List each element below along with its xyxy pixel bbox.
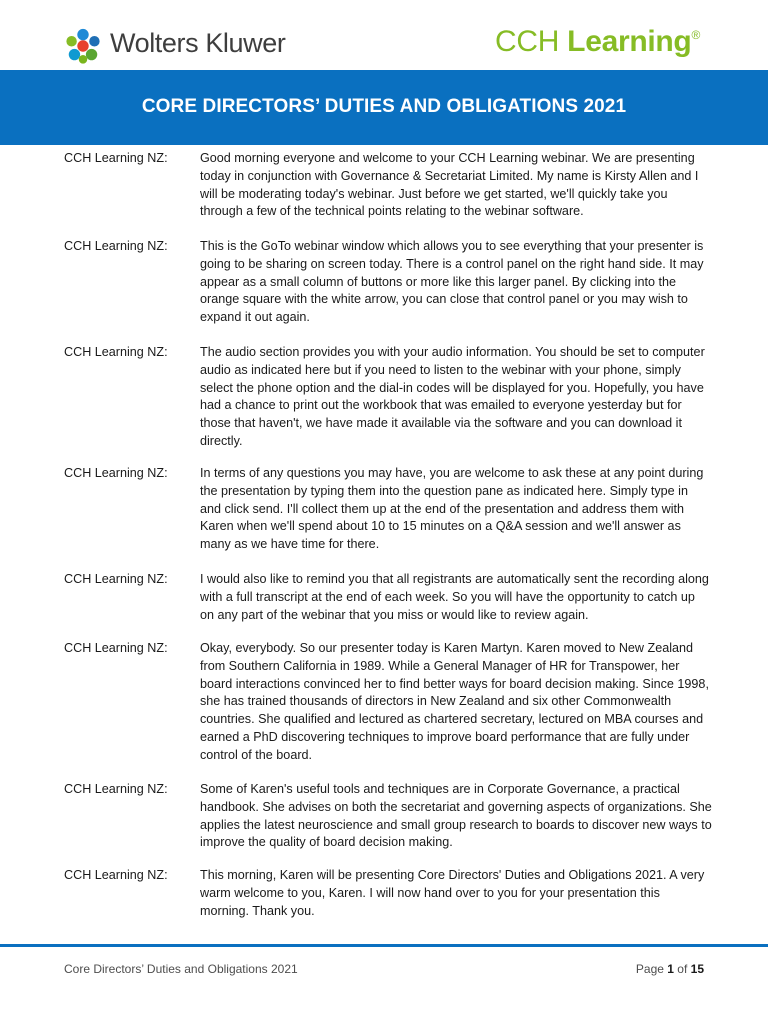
footer-divider xyxy=(0,944,768,947)
cch-learning-brand xyxy=(495,25,700,59)
wolters-kluwer-logo-icon xyxy=(64,27,102,65)
transcript-text: Some of Karen's useful tools and techniques are in Corporate Governance, a practical handbook. She advises on both the secretariat and governing aspects of organizations. She applies the latest neuroscience and small group research to boards to discover new ways to improve the quality of board decision making. xyxy=(200,782,712,850)
title-banner xyxy=(0,70,768,145)
transcript-text: In terms of any questions you may have, you are welcome to ask these at any point during the presentation by typing them into the question pane as indicated here. Simply type in and click send. I'll collect them up at the end of the presentation and address them with Karen when we'll spend about 10 to 15 minutes on a Q&A session and we'll answer as many as we have time for there. xyxy=(200,466,704,552)
registered-mark: ® xyxy=(691,28,700,42)
page-total: 15 xyxy=(690,962,704,976)
transcript-text: Good morning everyone and welcome to your CCH Learning webinar. We are presenting today in conjunction with Governance & Secretariat Limited. My name is Kirsty Allen and I will be moderating today's webinar. Just before we get started, we'll quickly take you through a few of the technical points relating to the webinar software. xyxy=(200,151,699,219)
page-of: of xyxy=(673,962,691,976)
transcript-text: Okay, everybody. So our presenter today is Karen Martyn. Karen moved to New Zealand from Southern California in 1989. While a General Manager of HR for Transpower, her board interactions convinced her to find better ways for board decision making. Since 1998, she has trained thousands of directors in New Zealand and six other Commonwealth countries. She qualified and lectured as chartered secretary, lectured on MBA courses and earned a PhD discovering techniques to improve board performance that are fully under control of the board. xyxy=(200,641,709,762)
speaker-label: CCH Learning NZ: xyxy=(64,151,168,165)
footer-document-title: Core Directors’ Duties and Obligations 2021 xyxy=(64,962,298,976)
transcript-text: This is the GoTo webinar window which allows you to see everything that your presenter is going to be sharing on screen today. There is a control panel on the right hand side. It may appear as a small column of buttons or more like this larger panel. By clicking into the orange square with the white arrow, you can close that control panel or you may wish to expand it out again. xyxy=(200,239,704,325)
speaker-label: CCH Learning NZ: xyxy=(64,868,168,882)
publisher-name: Wolters Kluwer xyxy=(110,28,286,58)
speaker-label: CCH Learning NZ: xyxy=(64,466,168,480)
speaker-label: CCH Learning NZ: xyxy=(64,782,168,796)
page-header xyxy=(0,0,768,70)
speaker-label: CCH Learning NZ: xyxy=(64,239,168,253)
speaker-label: CCH Learning NZ: xyxy=(64,641,168,655)
brand-light: CCH xyxy=(495,25,568,58)
speaker-label: CCH Learning NZ: xyxy=(64,345,168,359)
transcript-text: I would also like to remind you that all registrants are automatically sent the recording along with a full transcript at the end of each week. So you will have the opportunity to catch up on any part of the webinar that you miss or would like to review again. xyxy=(200,572,709,622)
page-number xyxy=(636,962,704,976)
transcript-text: This morning, Karen will be presenting Core Directors' Duties and Obligations 2021. A very warm welcome to you, Karen. I will now hand over to you for your presentation this morning. Thank you. xyxy=(200,868,705,918)
document-title: CORE DIRECTORS’ DUTIES AND OBLIGATIONS 2021 xyxy=(141,96,627,117)
brand-bold: Learning xyxy=(567,25,692,58)
page-current: 1 xyxy=(667,962,674,976)
page-label: Page xyxy=(635,962,668,976)
speaker-label: CCH Learning NZ: xyxy=(64,572,168,586)
transcript-text: The audio section provides you with your audio information. You should be set to computer audio as indicated here but if you need to listen to the webinar with your phone, simply select the phone option and the dial-in codes will be displayed for you. Hopefully, you have had a chance to print out the workbook that was emailed to everyone yesterday but for those that haven't, we have made it available via the software and you can download it directly. xyxy=(200,345,705,448)
